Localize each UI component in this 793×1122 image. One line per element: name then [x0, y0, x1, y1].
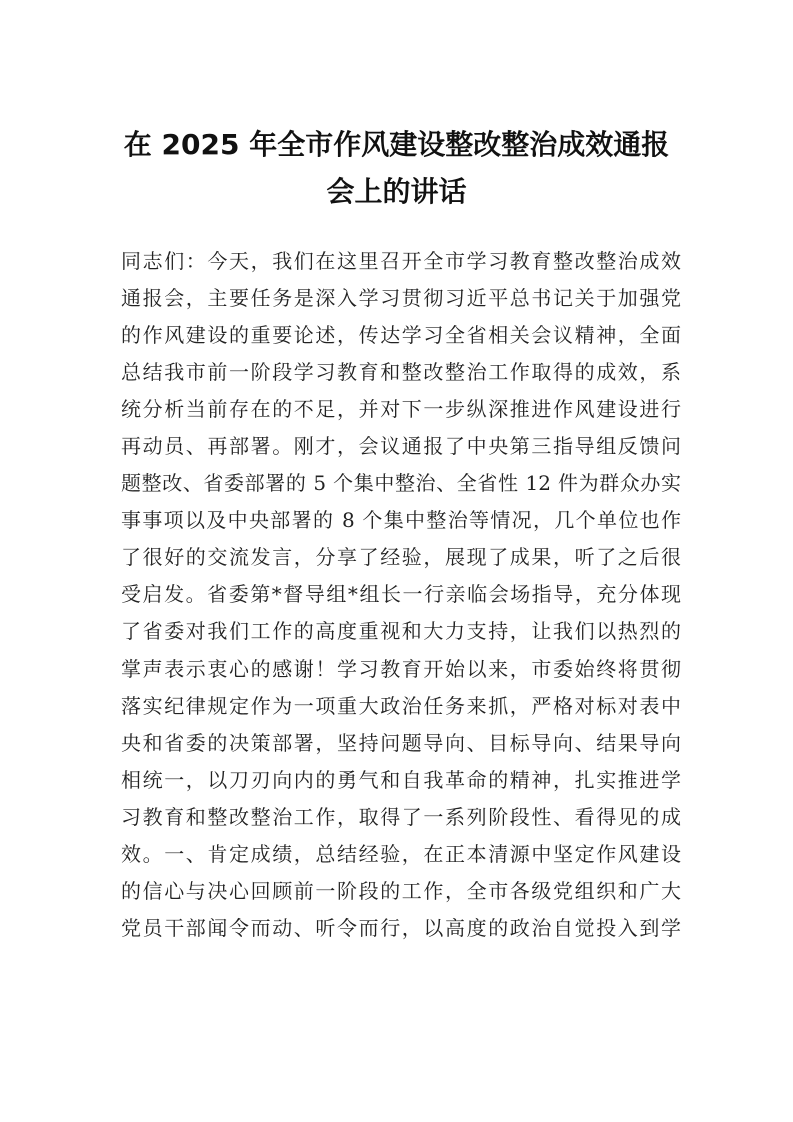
body-line: 党员干部闻令而动、听令而行，以高度的政治自觉投入到学: [121, 915, 681, 940]
body-line: 事事项以及中央部署的 8 个集中整治等情况，几个单位也作: [121, 508, 681, 533]
document-body: [121, 243, 681, 947]
body-line: 受启发。省委第*督导组*组长一行亲临会场指导，充分体现: [121, 582, 681, 607]
body-line: 总结我市前一阶段学习教育和整改整治工作取得的成效，系: [121, 360, 681, 385]
body-line: 掌声表示衷心的感谢！学习教育开始以来，市委始终将贯彻: [121, 656, 681, 681]
body-line: 的作风建设的重要论述，传达学习全省相关会议精神，全面: [121, 323, 681, 348]
body-line: 题整改、省委部署的 5 个集中整治、全省性 12 件为群众办实: [121, 471, 681, 496]
body-line: 再动员、再部署。刚才，会议通报了中央第三指导组反馈问: [121, 434, 681, 459]
document-title-line-1: 在 2025 年全市作风建设整改整治成效通报: [123, 128, 670, 161]
body-line: 的信心与决心回顾前一阶段的工作，全市各级党组织和广大: [121, 878, 681, 903]
body-line: 落实纪律规定作为一项重大政治任务来抓，严格对标对表中: [121, 693, 681, 718]
body-line: 相统一，以刀刃向内的勇气和自我革命的精神，扎实推进学: [121, 767, 681, 792]
body-line: 了很好的交流发言，分享了经验，展现了成果，听了之后很: [121, 545, 681, 570]
body-line: 同志们：今天，我们在这里召开全市学习教育整改整治成效: [121, 249, 681, 273]
body-line: 央和省委的决策部署，坚持问题导向、目标导向、结果导向: [121, 730, 681, 755]
document-title-line-2: 会上的讲话: [326, 175, 467, 208]
body-line: 统分析当前存在的不足，并对下一步纵深推进作风建设进行: [121, 397, 681, 422]
body-line: 通报会，主要任务是深入学习贯彻习近平总书记关于加强党: [121, 286, 681, 311]
body-line: 效。一、肯定成绩，总结经验，在正本清源中坚定作风建设: [121, 841, 681, 866]
body-line: 习教育和整改整治工作，取得了一系列阶段性、看得见的成: [121, 804, 681, 829]
body-line: 了省委对我们工作的高度重视和大力支持，让我们以热烈的: [121, 619, 681, 644]
